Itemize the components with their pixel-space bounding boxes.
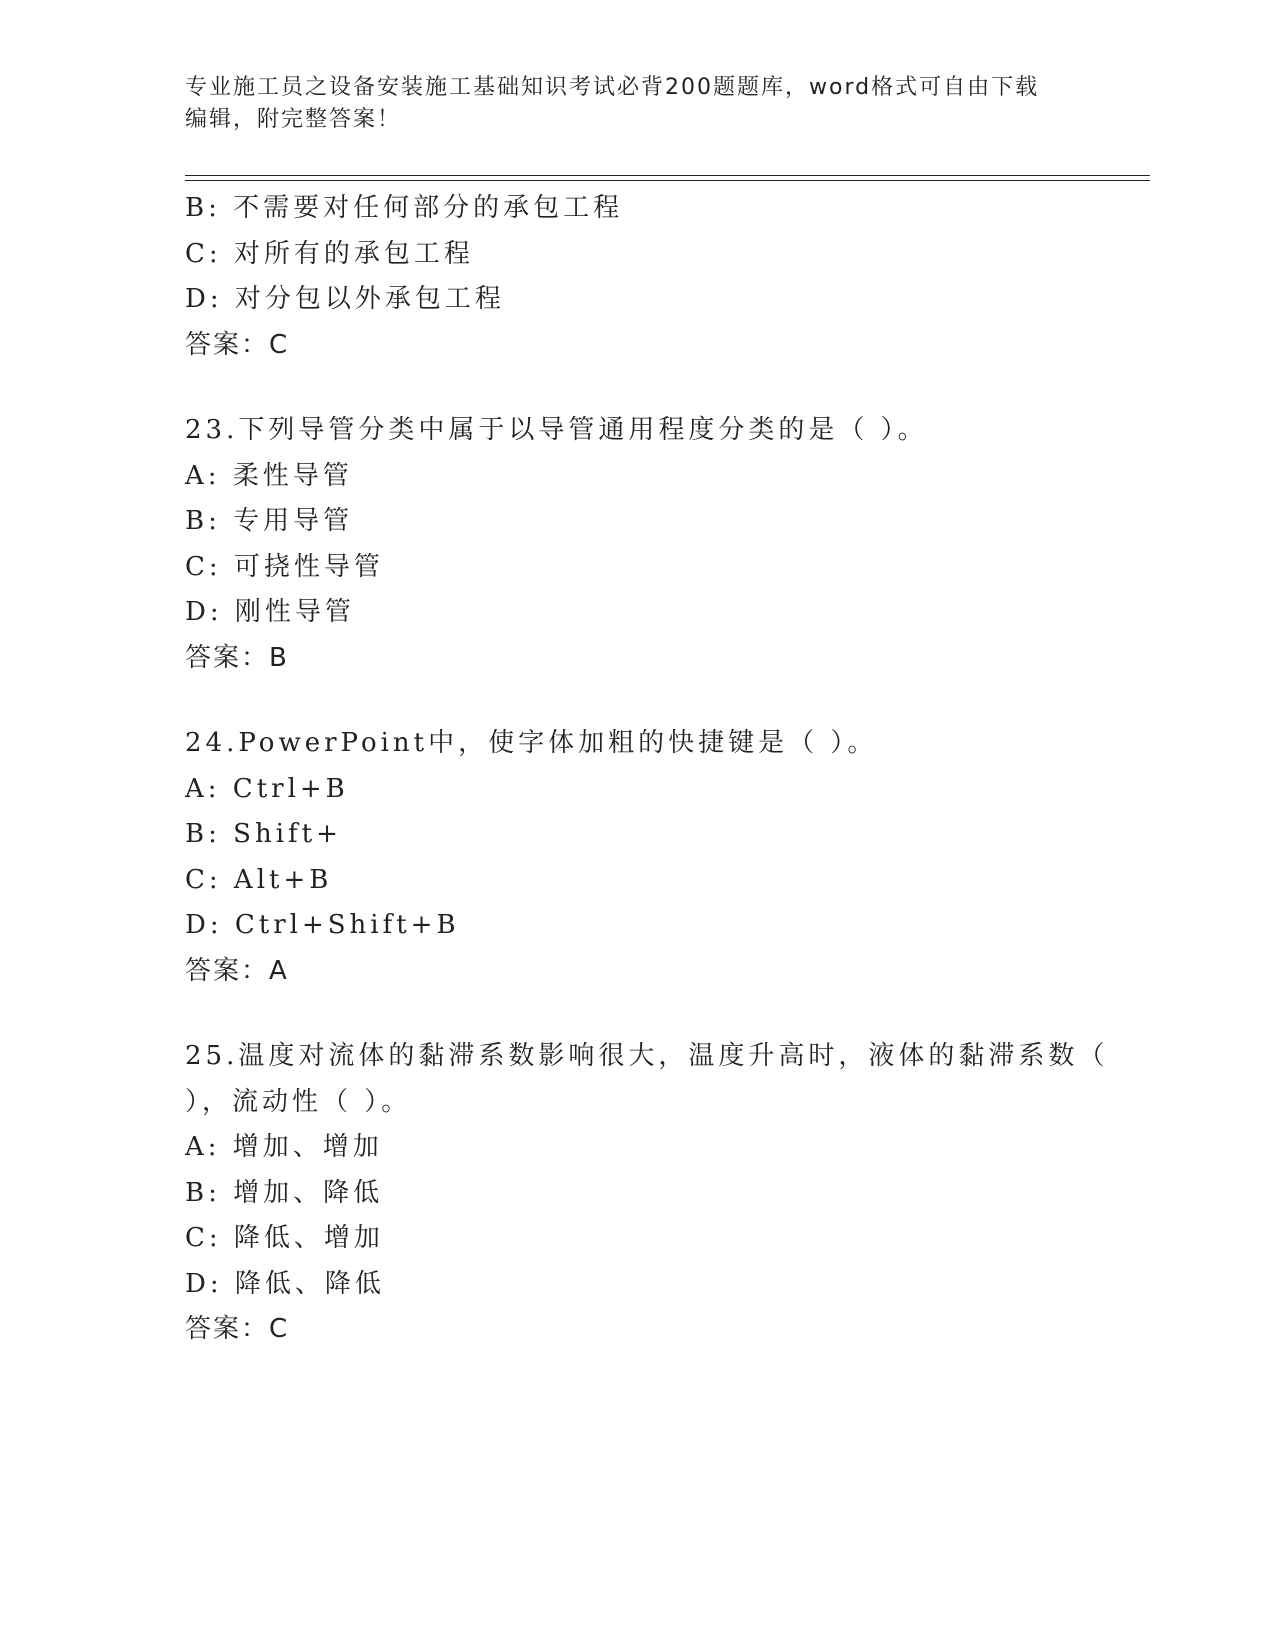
question-text: 23.下列导管分类中属于以导管通用程度分类的是（ ）。 xyxy=(185,415,928,445)
option-c: C: 可挠性导管 xyxy=(185,551,384,582)
option-d: D: 对分包以外承包工程 xyxy=(185,284,505,314)
answer: 答案：A xyxy=(185,955,289,986)
option-b: B: 增加、降低 xyxy=(185,1177,384,1208)
answer: 答案：C xyxy=(185,1314,290,1344)
option-b: B: 专用导管 xyxy=(185,506,354,536)
option-a: A: 增加、增加 xyxy=(185,1132,383,1162)
question-list xyxy=(185,186,1109,1353)
answer: 答案：C xyxy=(185,329,290,360)
option-b: B: Shift+ xyxy=(185,819,342,849)
question-23 xyxy=(185,408,1085,681)
question-24 xyxy=(185,721,1085,994)
option-c: C: 降低、增加 xyxy=(185,1223,384,1253)
partial-question xyxy=(185,186,1085,368)
question-text-line-1: 25.温度对流体的黏滞系数影响很大，温度升高时，液体的黏滞系数（ xyxy=(185,1041,1109,1071)
option-c: C: Alt+B xyxy=(185,864,333,895)
document-header xyxy=(185,72,1065,136)
header-line-2: 编辑，附完整答案！ xyxy=(185,107,402,132)
header-line-1: 专业施工员之设备安装施工基础知识考试必背200题题库，word格式可自由下载 xyxy=(185,75,1040,100)
option-c: C: 对所有的承包工程 xyxy=(185,238,474,269)
question-text: 24.PowerPoint中，使字体加粗的快捷键是（ ）。 xyxy=(185,728,878,758)
option-d: D: 刚性导管 xyxy=(185,597,355,627)
option-a: A: Ctrl+B xyxy=(185,773,349,804)
question-text-line-2: ），流动性（ ）。 xyxy=(185,1086,412,1117)
option-d: D: Ctrl+Shift+B xyxy=(185,910,460,940)
option-a: A: 柔性导管 xyxy=(185,460,353,491)
header-divider-bottom xyxy=(185,180,1150,181)
option-d: D: 降低、降低 xyxy=(185,1268,385,1299)
header-divider-top xyxy=(185,175,1150,176)
option-b: B: 不需要对任何部分的承包工程 xyxy=(185,193,624,223)
question-25 xyxy=(185,1034,1109,1353)
answer: 答案：B xyxy=(185,642,289,673)
